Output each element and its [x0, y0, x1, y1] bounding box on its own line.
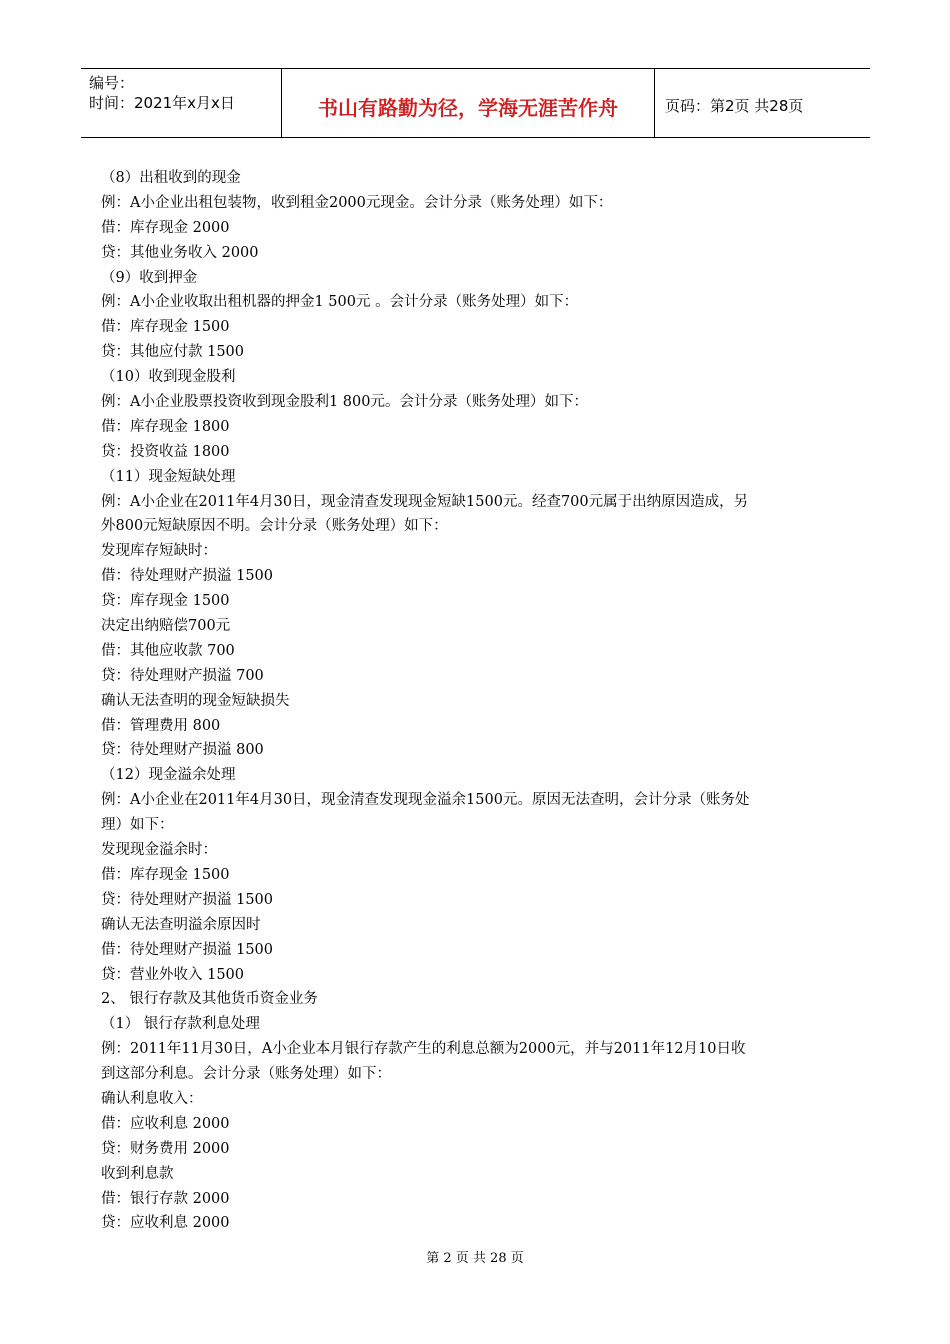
text-line: 例：A小企业收取出租机器的押金1 500元 。会计分录（账务处理）如下：	[101, 294, 579, 311]
text-line: 例：A小企业在2011年4月30日，现金清查发现现金短缺1500元。经查700元属于出纳原因造成，另	[101, 493, 749, 510]
header-motto: 书山有路勤为径，学海无涯苦作舟	[282, 69, 655, 137]
page-footer: 第 2 页 共 28 页	[426, 1251, 524, 1266]
text-line: 借：管理费用 800	[101, 717, 221, 734]
text-line: 例：A小企业在2011年4月30日，现金清查发现现金溢余1500元。原因无法查明，会计分录（账务处	[101, 792, 750, 809]
header-page-number: 页码：第2页 共28页	[665, 96, 804, 115]
text-line: 贷：待处理财产损溢 700	[101, 667, 264, 684]
text-line: 借：银行存款 2000	[101, 1190, 230, 1207]
text-line: 例：A小企业出租包装物，收到租金2000元现金。会计分录（账务处理）如下：	[101, 194, 613, 211]
text-line: 贷：应收利息 2000	[101, 1215, 230, 1232]
text-line: 贷：营业外收入 1500	[101, 966, 245, 983]
text-line: （9）收到押金	[101, 269, 198, 286]
text-line: 借：待处理财产损溢 1500	[101, 941, 274, 958]
text-line: 确认利息收入：	[101, 1090, 203, 1107]
document-number-label: 编号：	[89, 74, 135, 92]
text-line: 借：库存现金 1500	[101, 319, 230, 336]
text-line: （10）收到现金股利	[101, 369, 236, 386]
text-line: 理）如下：	[101, 817, 174, 834]
text-line: 确认无法查明溢余原因时	[101, 916, 261, 933]
text-line: 贷：投资收益 1800	[101, 443, 230, 460]
text-line: （11）现金短缺处理	[101, 468, 236, 485]
text-line: 发现库存短缺时：	[101, 543, 217, 560]
text-line: 2、 银行存款及其他货币资金业务	[101, 991, 318, 1008]
document-date: 时间：2021年x月x日	[89, 94, 235, 112]
text-line: 贷：其他应付款 1500	[101, 344, 245, 361]
text-line: 收到利息款	[101, 1165, 174, 1182]
document-body	[101, 166, 861, 1236]
text-line: 到这部分利息。会计分录（账务处理）如下：	[101, 1066, 391, 1083]
text-line: 借：库存现金 1800	[101, 418, 230, 435]
text-line: 借：应收利息 2000	[101, 1115, 230, 1132]
header-meta	[81, 69, 282, 137]
text-line: 决定出纳赔偿700元	[101, 618, 231, 635]
text-line: 贷：待处理财产损溢 1500	[101, 891, 274, 908]
page-header	[81, 68, 870, 138]
text-line: 借：库存现金 2000	[101, 219, 230, 236]
text-line: 贷：库存现金 1500	[101, 593, 230, 610]
text-line: 贷：其他业务收入 2000	[101, 244, 259, 261]
text-line: 例：2011年11月30日，A小企业本月银行存款产生的利息总额为2000元，并与2011年12月10日收	[101, 1041, 746, 1058]
text-line: 借：待处理财产损溢 1500	[101, 568, 274, 585]
text-line: 借：库存现金 1500	[101, 866, 230, 883]
text-line: 借：其他应收款 700	[101, 642, 235, 659]
text-line: 贷：待处理财产损溢 800	[101, 742, 264, 759]
text-line: 发现现金溢余时：	[101, 842, 217, 859]
text-line: 贷：财务费用 2000	[101, 1140, 230, 1157]
text-line: 确认无法查明的现金短缺损失	[101, 692, 290, 709]
text-line: （1） 银行存款利息处理	[101, 1016, 260, 1033]
text-line: 外800元短缺原因不明。会计分录（账务处理）如下：	[101, 518, 448, 535]
text-line: （12）现金溢余处理	[101, 767, 236, 784]
text-line: 例：A小企业股票投资收到现金股利1 800元。会计分录（账务处理）如下：	[101, 394, 588, 411]
text-line: （8）出租收到的现金	[101, 170, 241, 186]
